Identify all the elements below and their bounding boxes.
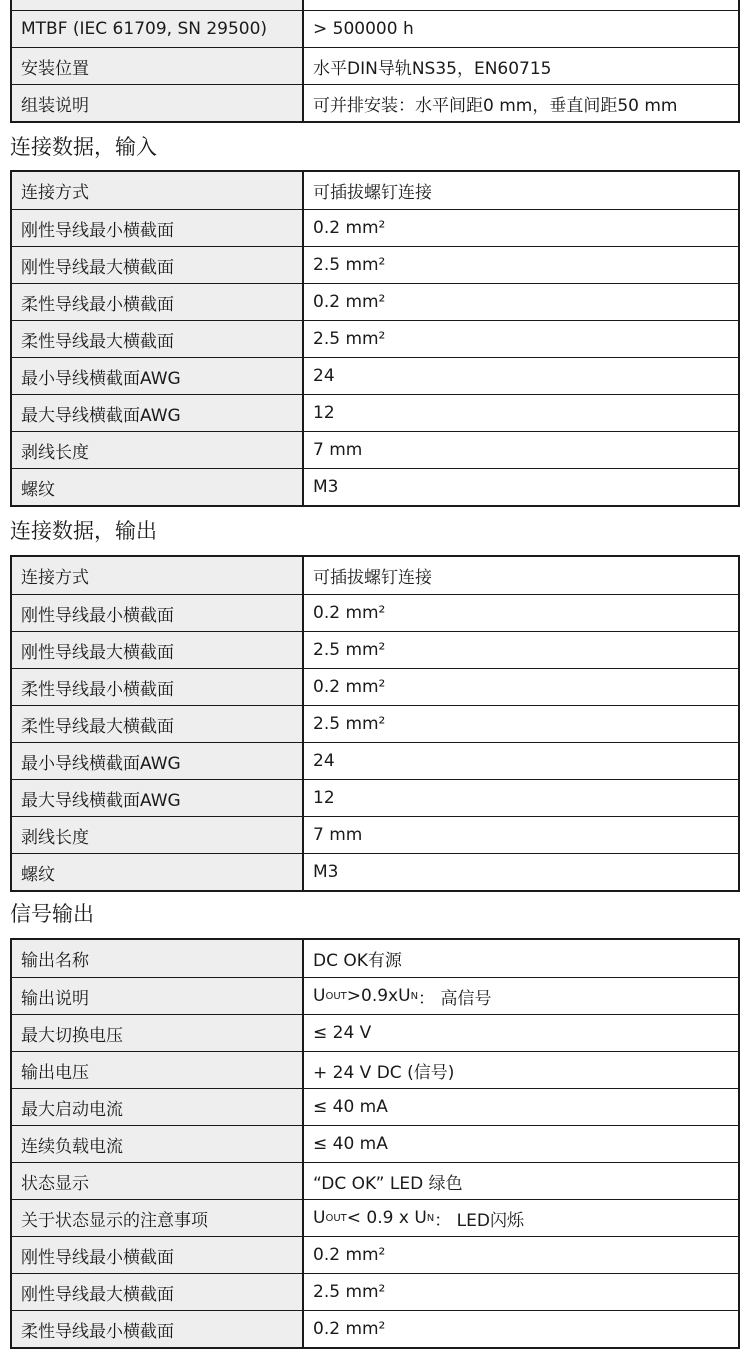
row-label: 连接方式 [12, 172, 304, 209]
row-value: 7 mm [304, 432, 738, 468]
table-row [12, 853, 738, 890]
row-label [12, 0, 304, 10]
row-label: MTBF (IEC 61709, SN 29500) [12, 11, 304, 47]
row-value: ≤ 40 mA [304, 1089, 738, 1125]
row-label: 输出名称 [12, 940, 304, 977]
row-label: 最大切换电压 [12, 1015, 304, 1051]
row-label: 螺纹 [12, 854, 304, 890]
signal-output-table [10, 938, 740, 1349]
row-label: 输出说明 [12, 978, 304, 1014]
table-row [12, 1199, 738, 1236]
voltage-symbol: U [313, 1208, 326, 1228]
row-value [304, 1200, 738, 1236]
row-label: 柔性导线最小横截面 [12, 1311, 304, 1347]
row-label: 刚性导线最大横截面 [12, 632, 304, 668]
row-value: 可并排安装：水平间距0 mm，垂直间距50 mm [304, 85, 738, 121]
table-row [12, 1088, 738, 1125]
row-label: 输出电压 [12, 1052, 304, 1088]
row-value: 可插拔螺钉连接 [304, 557, 738, 594]
row-value: 0.2 mm² [304, 1237, 738, 1273]
table-row [12, 557, 738, 594]
table-row [12, 940, 738, 977]
table-row [12, 357, 738, 394]
row-value [304, 978, 738, 1014]
table-row [12, 394, 738, 431]
row-value: M3 [304, 854, 738, 890]
row-value: “DC OK” LED 绿色 [304, 1163, 738, 1199]
voltage-symbol: U [313, 986, 326, 1006]
output-connection-table [10, 555, 740, 892]
row-label: 最小导线横截面AWG [12, 358, 304, 394]
row-label: 刚性导线最小横截面 [12, 1237, 304, 1273]
row-value: 24 [304, 743, 738, 779]
table-row [12, 172, 738, 209]
row-value: 0.2 mm² [304, 284, 738, 320]
result-text: ： LED闪烁 [434, 1210, 524, 1231]
row-value [304, 0, 738, 10]
table-row [12, 1236, 738, 1273]
row-value: 2.5 mm² [304, 632, 738, 668]
table-row [12, 705, 738, 742]
table-row [12, 594, 738, 631]
row-label: 螺纹 [12, 469, 304, 505]
table-row [12, 283, 738, 320]
row-label: 刚性导线最小横截面 [12, 210, 304, 246]
row-value: ≤ 24 V [304, 1015, 738, 1051]
table-row [12, 1310, 738, 1347]
subscript-n: N [426, 1212, 435, 1224]
subscript-out: OUT [325, 1212, 347, 1224]
row-value: 2.5 mm² [304, 1274, 738, 1310]
row-label: 关于状态显示的注意事项 [12, 1200, 304, 1236]
row-label: 连接方式 [12, 557, 304, 594]
table-row [12, 1273, 738, 1310]
row-value: 水平DIN导轨NS35，EN60715 [304, 48, 738, 84]
row-label: 连续负载电流 [12, 1126, 304, 1162]
row-value: 2.5 mm² [304, 706, 738, 742]
row-label: 安装位置 [12, 48, 304, 84]
row-label: 最大导线横截面AWG [12, 780, 304, 816]
input-connection-table [10, 170, 740, 507]
row-value: 0.2 mm² [304, 669, 738, 705]
table-row [12, 742, 738, 779]
table-row [12, 10, 738, 47]
row-value: > 500000 h [304, 11, 738, 47]
row-label: 最小导线横截面AWG [12, 743, 304, 779]
row-value: 0.2 mm² [304, 595, 738, 631]
table-row [12, 779, 738, 816]
row-label: 组装说明 [12, 85, 304, 121]
section-heading-output: 连接数据，输出 [10, 519, 157, 543]
condition-text: >0.9xU [346, 986, 411, 1006]
row-value: 12 [304, 780, 738, 816]
row-value: ≤ 40 mA [304, 1126, 738, 1162]
row-label: 最大导线横截面AWG [12, 395, 304, 431]
section-heading-input: 连接数据，输入 [10, 135, 157, 159]
table-row [12, 468, 738, 505]
table-row [12, 1014, 738, 1051]
table-row [12, 1125, 738, 1162]
row-value: 2.5 mm² [304, 247, 738, 283]
table-row [12, 209, 738, 246]
table-row [12, 816, 738, 853]
general-spec-table [10, 0, 740, 123]
table-row [12, 0, 738, 10]
row-value: + 24 V DC (信号) [304, 1052, 738, 1088]
row-label: 状态显示 [12, 1163, 304, 1199]
table-row [12, 84, 738, 121]
condition-text: < 0.9 x U [346, 1208, 427, 1228]
subscript-out: OUT [325, 990, 347, 1002]
row-label: 柔性导线最小横截面 [12, 669, 304, 705]
table-row [12, 631, 738, 668]
table-row [12, 977, 738, 1014]
table-row [12, 246, 738, 283]
row-value: 7 mm [304, 817, 738, 853]
section-heading-signal: 信号输出 [10, 902, 94, 926]
row-label: 柔性导线最大横截面 [12, 706, 304, 742]
row-label: 剥线长度 [12, 817, 304, 853]
row-label: 柔性导线最小横截面 [12, 284, 304, 320]
row-label: 柔性导线最大横截面 [12, 321, 304, 357]
table-row [12, 1051, 738, 1088]
table-row [12, 1162, 738, 1199]
row-value: 可插拔螺钉连接 [304, 172, 738, 209]
row-value: M3 [304, 469, 738, 505]
row-value: 0.2 mm² [304, 1311, 738, 1347]
row-value: 2.5 mm² [304, 321, 738, 357]
row-label: 刚性导线最大横截面 [12, 1274, 304, 1310]
table-row [12, 668, 738, 705]
table-row [12, 431, 738, 468]
table-row [12, 320, 738, 357]
table-row [12, 47, 738, 84]
row-value: 0.2 mm² [304, 210, 738, 246]
row-label: 最大启动电流 [12, 1089, 304, 1125]
subscript-n: N [410, 990, 419, 1002]
result-text: ： 高信号 [418, 988, 492, 1009]
row-label: 剥线长度 [12, 432, 304, 468]
row-value: DC OK有源 [304, 940, 738, 977]
row-label: 刚性导线最大横截面 [12, 247, 304, 283]
row-value: 24 [304, 358, 738, 394]
row-value: 12 [304, 395, 738, 431]
row-label: 刚性导线最小横截面 [12, 595, 304, 631]
